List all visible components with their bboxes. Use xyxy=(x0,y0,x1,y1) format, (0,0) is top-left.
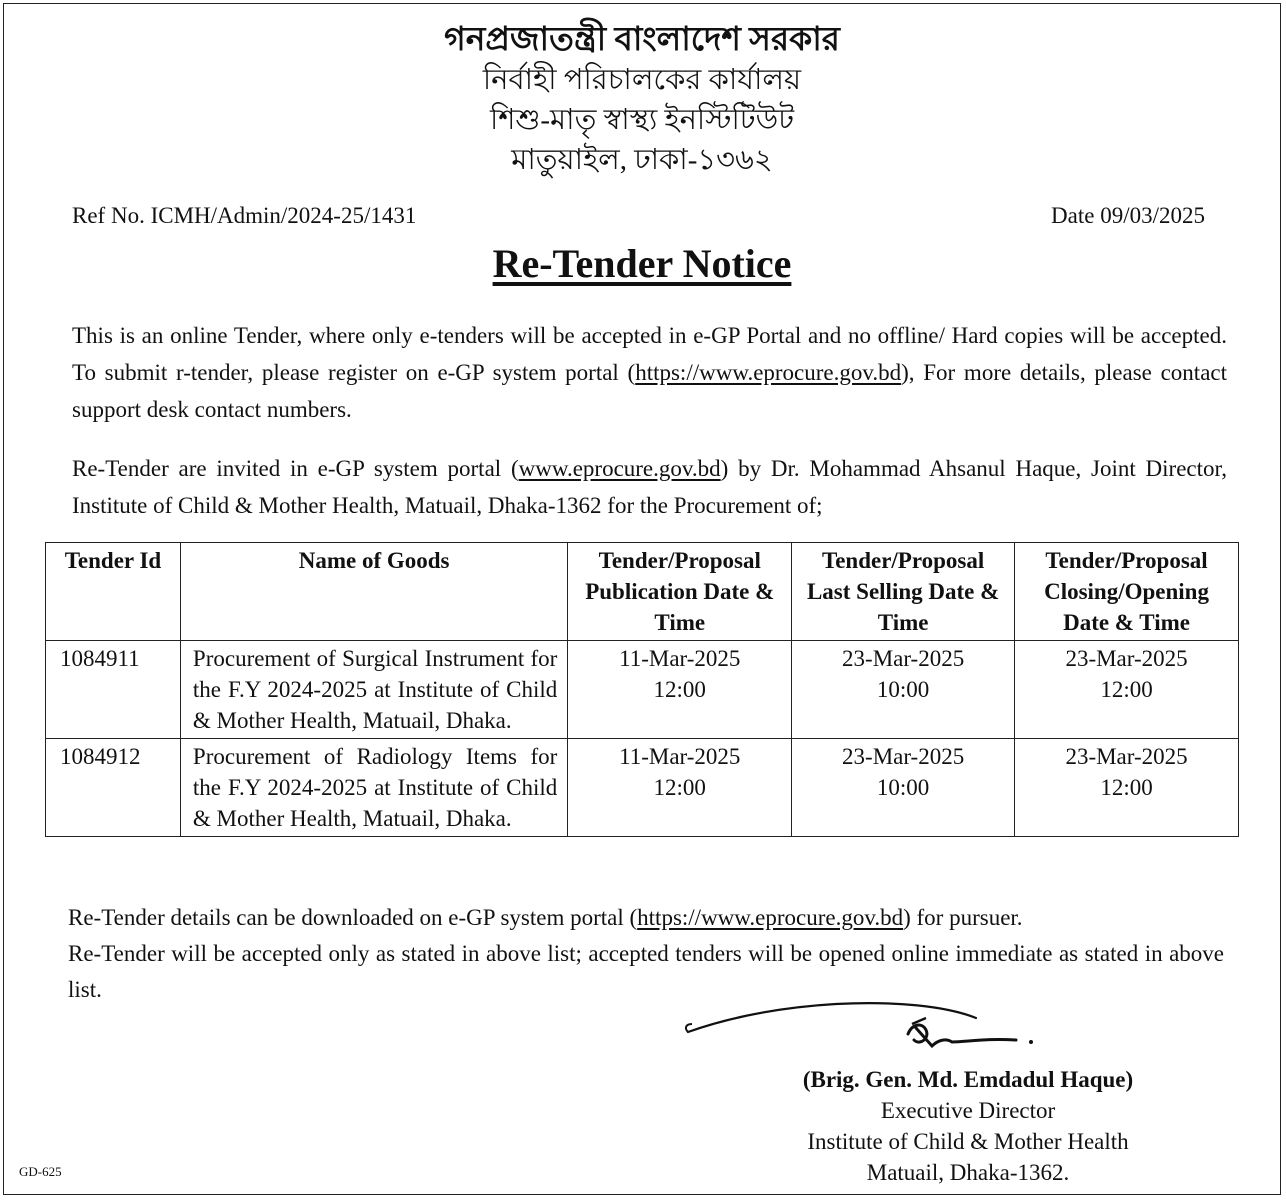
header-last-selling-date: Tender/Proposal Last Selling Date & Time xyxy=(792,543,1015,641)
notice-title xyxy=(4,240,1280,287)
institute-header: শিশু-মাতৃ স্বাস্থ্য ইনস্টিটিউট xyxy=(489,104,794,136)
tender-table xyxy=(45,542,1239,837)
intro-paragraph xyxy=(72,317,1227,428)
closing-time: 12:00 xyxy=(1100,677,1153,702)
publication-time: 12:00 xyxy=(653,775,706,800)
intro-text-b: ), For more details, please contact support desk contact numbers. xyxy=(72,360,1227,422)
table-header-row xyxy=(46,543,1239,641)
goods-name: Procurement of Surgical Instrument for the F.Y 2024-2025 at Institute of Child & Mother Health, Matuail, Dhaka. xyxy=(180,641,567,739)
tender-id: 1084912 xyxy=(46,739,181,837)
publication-cell xyxy=(568,641,792,739)
header-closing-opening-date: Tender/Proposal Closing/Opening Date & Time xyxy=(1015,543,1239,641)
publication-cell xyxy=(568,739,792,837)
closing-cell xyxy=(1015,641,1239,739)
header-tender-id: Tender Id xyxy=(46,543,181,641)
notice-date: Date 09/03/2025 xyxy=(1051,203,1205,228)
invitation-text-b: ) by Dr. Mohammad Ahsanul Haque, Joint Director, Institute of Child & Mother Health, Matuail, Dhaka-1362 for the Procurement of; xyxy=(72,456,1227,518)
tender-id: 1084911 xyxy=(46,641,181,739)
download-paragraph xyxy=(68,900,1224,936)
download-text-b: ) for pursuer. xyxy=(903,905,1023,930)
closing-cell xyxy=(1015,739,1239,837)
publication-date: 11-Mar-2025 xyxy=(619,744,741,769)
closing-date: 23-Mar-2025 xyxy=(1065,646,1188,671)
notice-page xyxy=(3,3,1281,1195)
signature-icon xyxy=(676,994,1056,1064)
download-text-a: Re-Tender details can be downloaded on e-GP system portal ( xyxy=(68,905,638,930)
office-header: নির্বাহী পরিচালকের কার্যালয় xyxy=(482,64,802,96)
publication-date: 11-Mar-2025 xyxy=(619,646,741,671)
eprocure-link[interactable]: www.eprocure.gov.bd xyxy=(518,456,721,481)
selling-cell xyxy=(792,739,1015,837)
publication-time: 12:00 xyxy=(653,677,706,702)
notice-title-text: Re-Tender Notice xyxy=(492,241,792,286)
selling-cell xyxy=(792,641,1015,739)
signatory-designation: Executive Director xyxy=(880,1098,1056,1123)
signatory-name: (Brig. Gen. Md. Emdadul Haque) xyxy=(802,1067,1134,1092)
closing-date: 23-Mar-2025 xyxy=(1065,744,1188,769)
eprocure-link[interactable]: https://www.eprocure.gov.bd xyxy=(635,360,902,385)
reference-number: Ref No. ICMH/Admin/2024-25/1431 xyxy=(72,203,417,228)
address-header: মাতুয়াইল, ঢাকা-১৩৬২ xyxy=(511,144,773,176)
selling-date: 23-Mar-2025 xyxy=(842,646,965,671)
header-publication-date: Tender/Proposal Publication Date & Time xyxy=(568,543,792,641)
eprocure-link[interactable]: https://www.eprocure.gov.bd xyxy=(637,905,904,930)
invitation-paragraph xyxy=(72,450,1227,524)
goods-name: Procurement of Radiology Items for the F.Y 2024-2025 at Institute of Child & Mother Health, Matuail, Dhaka. xyxy=(180,739,567,837)
signatory-organization: Institute of Child & Mother Health xyxy=(807,1129,1129,1154)
selling-time: 10:00 xyxy=(876,677,930,702)
invitation-text-a: Re-Tender are invited in e-GP system portal ( xyxy=(72,456,519,481)
selling-time: 10:00 xyxy=(876,775,930,800)
table-row xyxy=(46,641,1239,739)
selling-date: 23-Mar-2025 xyxy=(842,744,965,769)
closing-time: 12:00 xyxy=(1100,775,1153,800)
form-code: GD-625 xyxy=(19,1164,62,1179)
signatory-address: Matuail, Dhaka-1362. xyxy=(866,1160,1070,1185)
intro-text-a: This is an online Tender, where only e-tenders will be accepted in e-GP Portal and no offline/ Hard copies will be accepted. To submit r-tender, please register on e-GP system portal ( xyxy=(72,323,1227,385)
govt-header: গনপ্রজাতন্ত্রী বাংলাদেশ সরকার xyxy=(444,22,840,58)
acceptance-paragraph: Re-Tender will be accepted only as stated in above list; accepted tenders will be opened online immediate as stated in above list. xyxy=(68,941,1224,1002)
header-name-of-goods: Name of Goods xyxy=(180,543,567,641)
table-row xyxy=(46,739,1239,837)
